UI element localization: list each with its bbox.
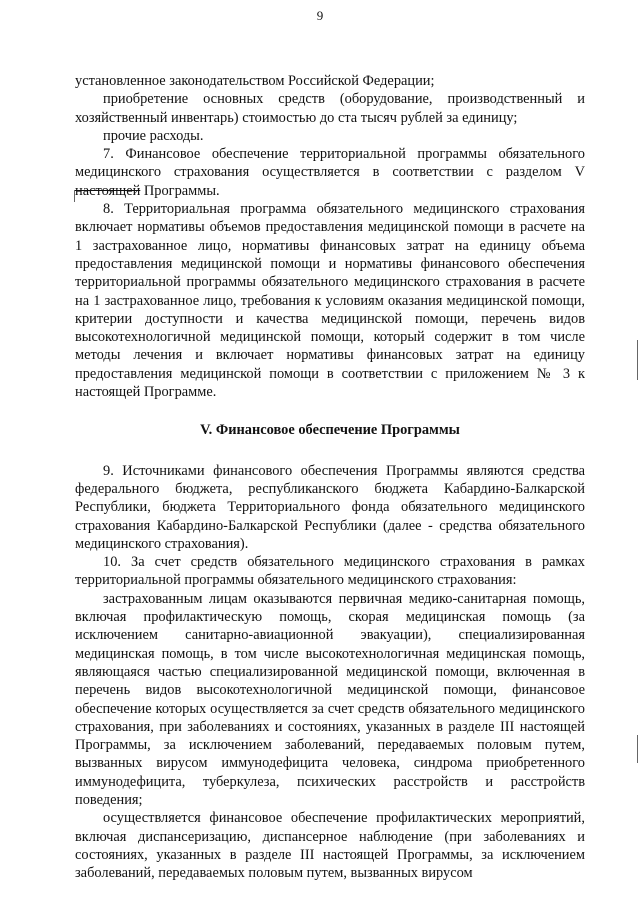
handwritten-tick-mark [74, 190, 75, 202]
document-body [75, 72, 585, 882]
paragraph-other-expenses: прочие расходы. [103, 127, 204, 144]
paragraph-10: 10. За счет средств обязательного медицинского страхования в рамках территориальной программы обязательного медицинского страхования: [75, 554, 585, 589]
page-number: 9 [316, 8, 324, 23]
paragraph-continuation: установленное законодательством Российской Федерации; [75, 73, 435, 89]
section-heading: V. Финансовое обеспечение Программы [200, 422, 460, 439]
paragraph-7-start: 7. Финансовое обеспечение территориальной программы обязательного медицинского страхования осуществляется в соответствии с разделом V [75, 146, 585, 181]
paragraph-fixed-assets: приобретение основных средств (оборудование, производственный и хозяйственный инвентарь) стоимостью до ста тысяч рублей за единицу; [75, 91, 585, 126]
paragraph-9: 9. Источниками финансового обеспечения Программы являются средства федерального бюджета, республиканского бюджета Кабардино-Балкарской Республики, бюджета Территориального фонда обязательного медицинского страхования Кабардино-Балкарской Республики (далее - средства обязательного медицинского страхования). [75, 462, 585, 552]
paragraph-7 [75, 145, 585, 200]
paragraph-8: 8. Территориальная программа обязательного медицинского страхования включает нормативы объемов предоставления медицинской помощи в расчете на 1 застрахованное лицо, нормативы финансовых затрат на единицу объема предоставления медицинской помощи и нормативы финансового обеспечения территориальной программы обязательного медицинского страхования в расчете на 1 застрахованное лицо, требования к условиям оказания медицинской помощи, критерии доступности и качества медицинской помощи, перечень видов высокотехнологичной медицинской помощи, который содержит в том числе методы лечения и включает нормативы финансовых затрат на единицу предоставления медицинской помощи в соответствии с приложением № 3 к настоящей Программе. [75, 201, 585, 401]
paragraph-prevention-financing: осуществляется финансовое обеспечение профилактических мероприятий, включая диспансеризацию, диспансерное наблюдение (при заболеваниях и состояниях, указанных в разделе III настоящей Программы, за исключением заболеваний, передаваемых половым путем, вызванных вирусом [75, 810, 585, 882]
paragraph-7-end: Программы. [140, 182, 220, 199]
scan-edge-mark [637, 340, 638, 380]
paragraph-insured-persons: застрахованным лицам оказываются первичная медико-санитарная помощь, включая профилактическую помощь, скорая медицинская помощь (за исключением санитарно-авиационной эвакуации), специализированная медицинская помощь, в том числе высокотехнологичная медицинская помощь, являющаяся частью специализированной медицинской помощи, включенная в перечень видов высокотехнологичной медицинской помощи, финансовое обеспечение которых осуществляется за счет средств обязательного медицинского страхования, при заболеваниях и состояниях, указанных в разделе III настоящей Программы, за исключением заболеваний, передаваемых половым путем, вызванных вирусом иммунодефицита человека, синдрома приобретенного иммунодефицита, туберкулеза, психических расстройств и расстройств поведения; [75, 590, 585, 808]
scan-edge-mark [637, 735, 638, 763]
struck-word: настоящей [75, 182, 141, 199]
